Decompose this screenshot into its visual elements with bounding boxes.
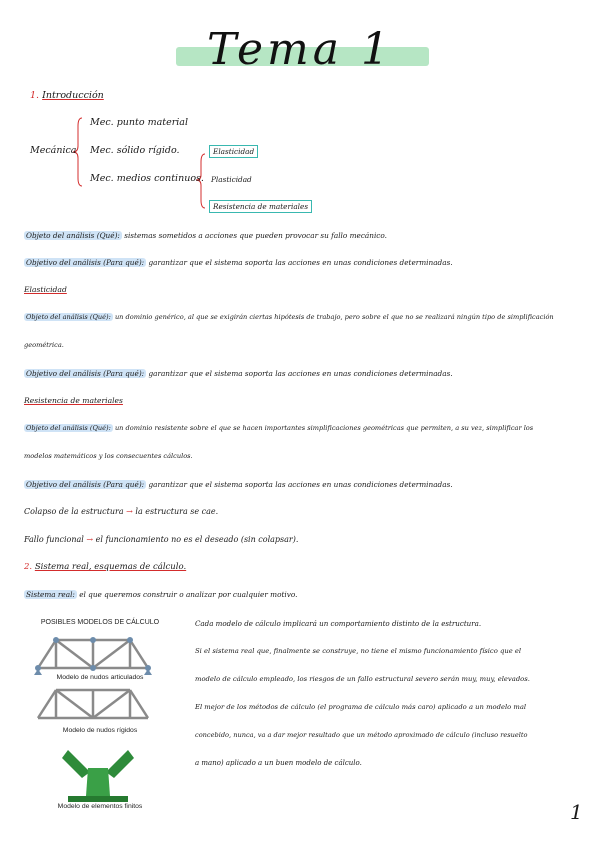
figure-title: POSIBLES MODELOS DE CÁLCULO xyxy=(40,619,160,626)
highlight-label: Objeto del análisis (Qué): xyxy=(26,231,120,240)
term: Fallo funcional xyxy=(24,535,84,544)
paragraph-objetivo-3 xyxy=(24,480,453,489)
paragraph-objetivo-1 xyxy=(24,258,453,267)
tree-branch-3: Mec. medios continuos. xyxy=(90,173,204,184)
section-number: 2. xyxy=(24,562,33,572)
paragraph-text: garantizar que el sistema soporta las acciones en unas condiciones determinadas. xyxy=(146,369,453,378)
fem-node xyxy=(62,750,134,802)
tree-branch-1: Mec. punto material xyxy=(90,117,188,128)
term: Colapso de la estructura xyxy=(24,507,124,516)
colapso-line xyxy=(24,507,218,516)
arrow-icon: → xyxy=(86,535,94,544)
section-label: Sistema real, esquemas de cálculo. xyxy=(34,562,187,572)
highlight-label: Sistema real: xyxy=(26,590,75,599)
paragraph-sistema-real xyxy=(24,590,297,599)
right-line-4: El mejor de los métodos de cálculo (el programa de cálculo más caro) aplicado a un modelo mal xyxy=(195,703,527,711)
paragraph-objetivo-2 xyxy=(24,369,453,378)
truss-articulated xyxy=(38,640,148,668)
paragraph-objeto-3-cont: modelos matemáticos y los consecuentes cálculos. xyxy=(24,452,193,460)
paragraph-text: garantizar que el sistema soporta las acciones en unas condiciones determinadas. xyxy=(146,480,453,489)
figure-caption-3: Modelo de elementos finitos xyxy=(57,803,143,810)
tree-sub-plasticidad: Plasticidad xyxy=(211,175,252,184)
fallo-line xyxy=(24,535,298,544)
right-line-3: modelo de cálculo empleado, los riesgos de un fallo estructural severo serán muy, muy, elevados. xyxy=(195,675,530,683)
right-line-6: a mano) aplicado a un buen modelo de cálculo. xyxy=(195,759,362,767)
section-number: 1. xyxy=(30,90,40,101)
truss-figure xyxy=(28,628,178,818)
tree-sub-elasticidad: Elasticidad xyxy=(209,145,258,158)
right-line-2: Si el sistema real que, finalmente se construye, no tiene el mismo funcionamiento físico que el xyxy=(195,647,522,655)
figure-caption-1: Modelo de nudos articulados xyxy=(56,674,144,681)
page-number: 1 xyxy=(570,800,583,824)
paragraph-text: un dominio resistente sobre el que se hacen importantes simplificaciones geométricas que permiten, a su vez, simplificar los xyxy=(112,424,534,432)
definition: la estructura se cae. xyxy=(135,507,219,516)
truss-rigid xyxy=(38,690,148,718)
highlight-label: Objeto del análisis (Qué): xyxy=(26,424,111,432)
elasticidad-heading xyxy=(24,285,67,294)
paragraph-text: garantizar que el sistema soporta las acciones en unas condiciones determinadas. xyxy=(146,258,453,267)
paragraph-text: sistemas sometidos a acciones que pueden provocar su fallo mecánico. xyxy=(121,231,387,240)
paragraph-objeto-3 xyxy=(24,424,598,432)
highlight-label: Objetivo del análisis (Para qué): xyxy=(26,369,145,378)
figure-caption-2: Modelo de nudos rígidos xyxy=(62,727,138,734)
heading-text: Resistencia de materiales xyxy=(24,396,123,405)
paragraph-text: el que queremos construir o analizar por cualquier motivo. xyxy=(76,590,298,599)
paragraph-objeto-2 xyxy=(24,313,598,321)
paragraph-text: un dominio genérico, al que se exigirán ciertas hipótesis de trabajo, pero sobre el que no se realizará ningún tipo de simplificación xyxy=(112,313,554,321)
right-line-5: concebido, nunca, va a dar mejor resultado que un método aproximado de cálculo (incluso resuelto xyxy=(195,731,528,739)
heading-text: Elasticidad xyxy=(24,285,67,294)
tree-sub-resistencia: Resistencia de materiales xyxy=(209,200,312,213)
highlight-label: Objetivo del análisis (Para qué): xyxy=(26,258,145,267)
right-line-1: Cada modelo de cálculo implicará un comportamiento distinto de la estructura. xyxy=(195,619,482,628)
highlight-label: Objetivo del análisis (Para qué): xyxy=(26,480,145,489)
definition: el funcionamiento no es el deseado (sin colapsar). xyxy=(95,535,299,544)
tree-branch-2: Mec. sólido rígido. xyxy=(90,145,180,156)
section-2-heading xyxy=(24,562,186,572)
section-label: Introducción xyxy=(42,90,104,101)
resistencia-heading xyxy=(24,396,123,405)
paragraph-objeto-1 xyxy=(24,231,387,240)
arrow-icon: → xyxy=(126,507,133,516)
paragraph-objeto-2-cont: geométrica. xyxy=(24,341,64,349)
highlight-label: Objeto del análisis (Qué): xyxy=(26,313,111,321)
tree-root: Mecánica xyxy=(30,145,77,156)
page-title: Tema 1 xyxy=(207,24,393,75)
